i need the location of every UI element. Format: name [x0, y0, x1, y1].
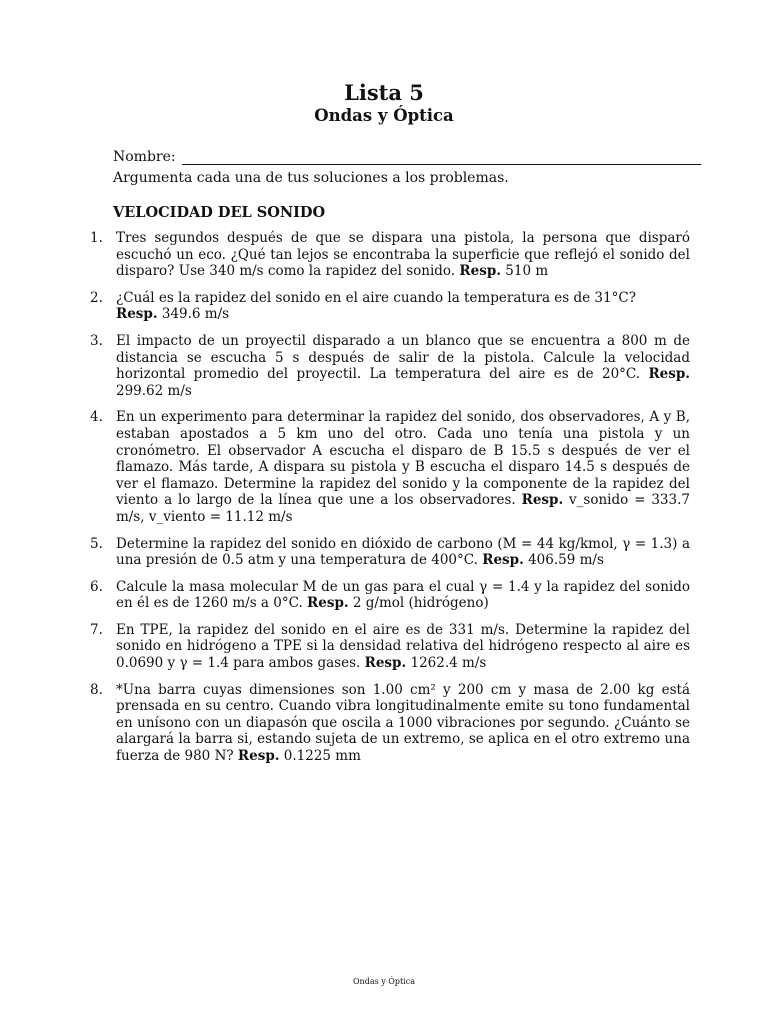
answer-label: Resp.	[307, 595, 349, 612]
problem-text: El impacto de un proyectil disparado a un blanco que se encuentra a 800 m de distancia se escucha 5 s después de salir de la pistola. Calcule la velocidad horizontal promedio del proyectil. La temperatura del aire es de 20°C.	[116, 332, 690, 383]
page-title: Lista 5	[344, 80, 424, 105]
problem-number: 3.	[90, 332, 103, 349]
answer-value: 0.1225 mm	[283, 748, 361, 765]
problem-text: Tres segundos después de que se dispara una pistola, la persona que disparó escuchó un eco. ¿Qué tan lejos se encontraba la superficie que reflejó el sonido del disparo? Use 340 m/s como la rapidez del sonido.	[116, 230, 690, 280]
instructions-text: Argumenta cada una de tus soluciones a los problemas.	[113, 170, 509, 186]
answer-label: Resp.	[364, 655, 407, 672]
problem-text: En un experimento para determinar la rapidez del sonido, dos observadores, A y B, estaban apostados a 5 km uno del otro. Cada uno tenía una pistola y un cronómetro. El observador A escucha el disparo de B 15.5 s después de ver el flamazo. Más tarde, A dispara su pistola y B escucha el disparo 14.5 s después de ver el flamazo. Determine la rapidez del sonido y la componente de la rapidez del viento a lo largo de la línea que une a los observadores.	[116, 409, 690, 509]
page-footer: Ondas y Óptica	[352, 977, 415, 986]
answer-label: Resp.	[482, 552, 524, 569]
answer-value: 349.6 m/s	[161, 306, 230, 323]
problem-text: *Una barra cuyas dimensiones son 1.00 cm² y 200 cm y masa de 2.00 kg está prensada en su centro. Cuando vibra longitudinalmente emite su tono fundamental en unísono con un diapasón que oscila a 1000 vibraciones por segundo. ¿Cuánto se alargará la barra si, estando sujeta de un extremo, se aplica en el otro extremo una fuerza de 980 N?	[116, 681, 690, 765]
name-label: Nombre:	[113, 149, 176, 165]
problem-number: 1.	[90, 230, 103, 246]
answer-value: 406.59 m/s	[528, 552, 604, 569]
problem-number: 4.	[90, 409, 103, 426]
problem-text: Determine la rapidez del sonido en dióxido de carbono (M = 44 kg/kmol, γ = 1.3) a una presión de 0.5 atm y una temperatura de 400°C.	[116, 535, 690, 569]
problem-text: ¿Cuál es la rapidez del sonido en el aire cuando la temperatura es de 31°C?	[116, 289, 636, 306]
answer-label: Resp.	[116, 306, 158, 323]
problem-item	[90, 290, 690, 323]
problem-number: 5.	[90, 535, 103, 552]
answer-value: 510 m	[505, 263, 549, 280]
problem-item	[90, 622, 690, 672]
name-field	[113, 149, 701, 165]
problem-number: 8.	[90, 681, 103, 698]
answer-value: 1262.4 m/s	[410, 655, 487, 672]
problem-item	[90, 230, 690, 280]
page-subtitle: Ondas y Óptica	[314, 106, 454, 125]
problem-item	[90, 536, 690, 569]
problem-item	[90, 682, 690, 765]
problem-number: 7.	[90, 621, 103, 638]
problem-item	[90, 333, 690, 399]
problem-item	[90, 409, 690, 525]
name-blank-line	[182, 150, 701, 165]
section-heading: VELOCIDAD DEL SONIDO	[113, 204, 326, 221]
answer-label: Resp.	[459, 263, 501, 280]
problem-list	[90, 230, 690, 775]
answer-label: Resp.	[237, 748, 280, 765]
problem-number: 6.	[90, 578, 103, 595]
answer-value: v_sonido = 333.7 m/s, v_viento = 11.12 m/s	[116, 492, 690, 525]
answer-value: 299.62 m/s	[116, 382, 192, 399]
problem-text: Calcule la masa molecular M de un gas para el cual γ = 1.4 y la rapidez del sonido en él es de 1260 m/s a 0°C.	[116, 578, 690, 612]
answer-label: Resp.	[521, 492, 564, 509]
problem-text: En TPE, la rapidez del sonido en el aire es de 331 m/s. Determine la rapidez del sonido en hidrógeno a TPE si la densidad relativa del hidrógeno respecto al aire es 0.0690 y γ = 1.4 para ambos gases.	[116, 621, 690, 672]
problem-item	[90, 579, 690, 612]
answer-value: 2 g/mol (hidrógeno)	[352, 595, 489, 612]
answer-label: Resp.	[648, 366, 691, 383]
problem-number: 2.	[90, 289, 103, 306]
